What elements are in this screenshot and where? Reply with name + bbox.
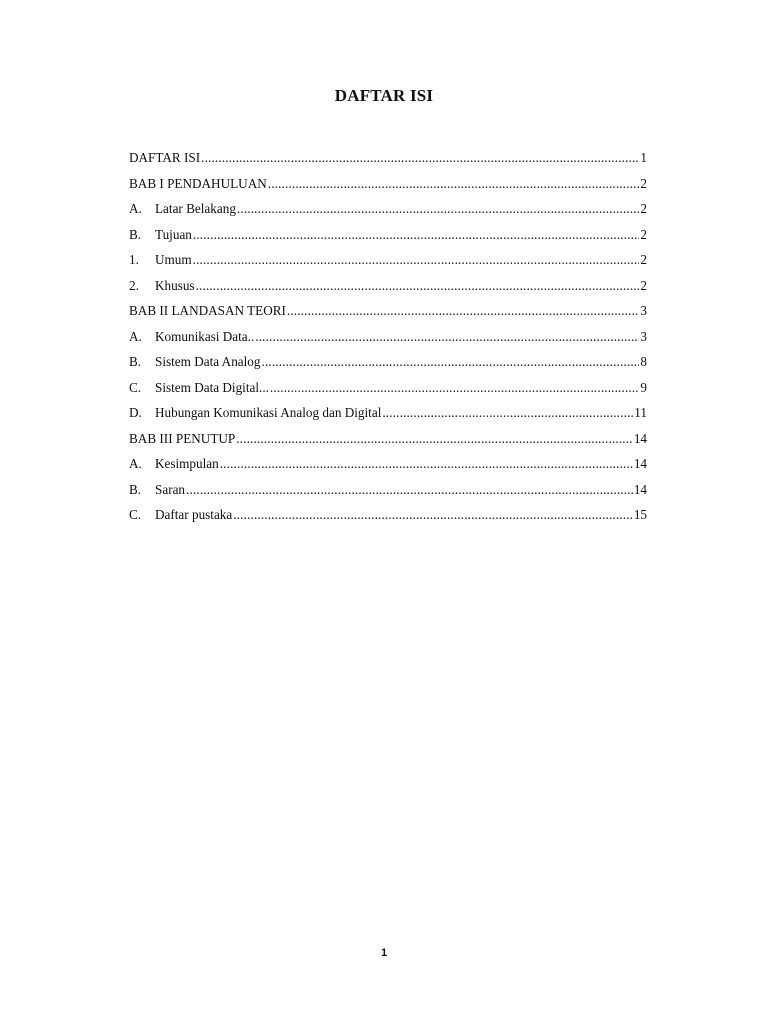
toc-entry-marker: B.	[129, 354, 142, 369]
toc-entry-label: BAB I PENDAHULUAN	[129, 175, 267, 191]
toc-dot-leader	[236, 431, 633, 447]
toc-dot-leader	[201, 150, 639, 166]
toc-entry	[129, 278, 647, 304]
toc-entry-marker: 1.	[129, 252, 139, 267]
toc-entry-label: Daftar pustaka	[155, 507, 233, 522]
toc-entry-page: 1	[640, 150, 647, 165]
toc-entry	[129, 201, 647, 227]
toc-entry-page: 14	[633, 456, 647, 471]
toc-entry-page: 8	[640, 354, 647, 369]
toc-entry-marker: C.	[129, 379, 142, 395]
toc-dot-leader	[220, 456, 633, 472]
toc-entry-label: Latar Belakang	[155, 201, 236, 216]
toc-dot-leader	[237, 201, 639, 217]
toc-dot-leader	[193, 227, 640, 243]
toc-entry-marker: 2.	[129, 277, 139, 293]
toc-entry	[129, 227, 647, 253]
page-title: DAFTAR ISI	[334, 86, 434, 105]
toc-entry-marker: A.	[129, 328, 142, 344]
toc-entry	[129, 482, 647, 508]
toc-entry-page: 2	[640, 175, 647, 191]
toc-entry-label: Saran	[155, 481, 186, 497]
toc-entry-page: 9	[640, 379, 647, 395]
toc-dot-leader	[196, 278, 640, 294]
toc-entry-page: 3	[640, 328, 647, 344]
toc-entry	[129, 150, 647, 176]
toc-dot-leader	[270, 380, 639, 396]
toc-entry	[129, 456, 647, 482]
toc-entry-label: BAB III PENUTUP	[129, 430, 236, 446]
toc-entry	[129, 354, 647, 380]
toc-dot-leader	[186, 482, 633, 498]
toc-entry-marker: C.	[129, 507, 142, 522]
page-number: 1	[380, 947, 388, 959]
toc-entry-page: 14	[633, 481, 647, 497]
toc-entry-label: Komunikasi Data..	[155, 328, 255, 344]
toc-entry	[129, 329, 647, 355]
toc-entry-marker: A.	[129, 201, 142, 216]
toc-entry-label: Umum	[155, 252, 192, 267]
toc-entry-marker: B.	[129, 481, 142, 497]
toc-entry-label: BAB II LANDASAN TEORI	[129, 303, 286, 318]
toc-entry-page: 2	[640, 226, 647, 242]
toc-entry-label: DAFTAR ISI	[129, 150, 201, 165]
toc-entry-label: Sistem Data Analog	[155, 354, 261, 369]
toc-entry	[129, 252, 647, 278]
toc-entry-label: Kesimpulan	[155, 456, 219, 471]
toc-entry-page: 3	[640, 303, 647, 318]
toc-entry-page: 14	[633, 430, 647, 446]
toc-entry-marker: B.	[129, 226, 142, 242]
toc-entry	[129, 431, 647, 457]
toc-entry-label: Khusus	[155, 277, 195, 293]
toc-entry-page: 15	[633, 507, 647, 522]
toc-entry	[129, 405, 647, 431]
toc-entry-page: 2	[640, 201, 647, 216]
toc-dot-leader	[382, 405, 633, 421]
table-of-contents	[129, 150, 647, 533]
toc-dot-leader	[193, 252, 640, 268]
toc-entry	[129, 507, 647, 533]
toc-entry-page: 11	[634, 405, 647, 420]
toc-entry-label: Sistem Data Digital...	[155, 379, 269, 395]
toc-entry	[129, 303, 647, 329]
toc-entry-marker: A.	[129, 456, 142, 471]
toc-entry-page: 2	[640, 252, 647, 267]
toc-dot-leader	[262, 354, 640, 370]
toc-entry-label: Hubungan Komunikasi Analog dan Digital	[155, 405, 382, 420]
toc-dot-leader	[287, 303, 640, 319]
toc-entry-label: Tujuan	[155, 226, 192, 242]
toc-entry-marker: D.	[129, 405, 142, 420]
toc-entry	[129, 176, 647, 202]
toc-entry	[129, 380, 647, 406]
toc-dot-leader	[255, 329, 639, 345]
toc-dot-leader	[233, 507, 633, 523]
toc-entry-page: 2	[640, 277, 647, 293]
toc-dot-leader	[268, 176, 640, 192]
